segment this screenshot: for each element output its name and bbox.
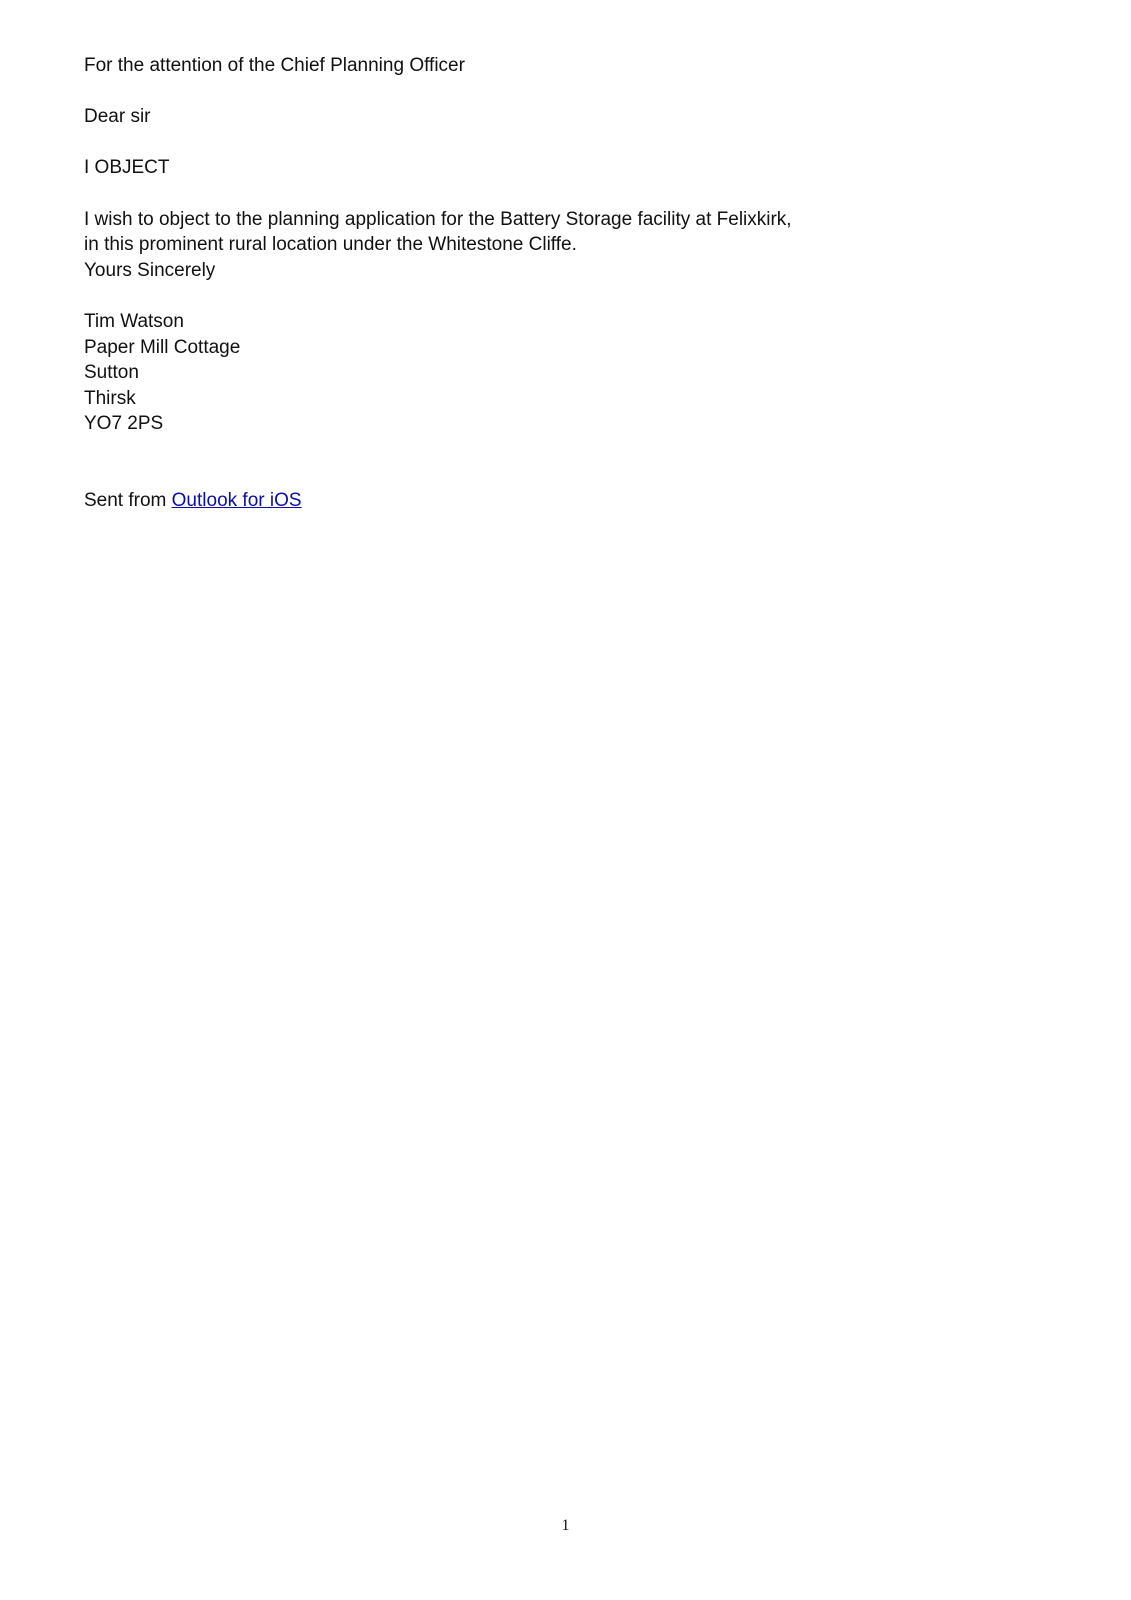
body-line-2: in this prominent rural location under the Whitestone Cliffe. [84,234,577,256]
spacer [84,181,984,207]
address-line-1: Paper Mill Cottage [84,336,241,358]
outlook-for-ios-link[interactable]: Outlook for iOS [171,490,302,512]
spacer [84,79,984,105]
letter-body [84,53,984,514]
postcode: YO7 2PS [84,413,164,435]
signature-name: Tim Watson [84,310,184,332]
page-number: 1 [561,1517,570,1534]
sent-from-prefix: Sent from [84,490,172,512]
body-line-1: I wish to object to the planning application for the Battery Storage facility at Felixkirk, [84,208,792,230]
objection-heading: I OBJECT [84,157,170,179]
salutation: Dear sir [84,106,151,128]
sent-from-footer [84,488,984,514]
address-line-3: Thirsk [84,387,136,409]
spacer [84,437,984,488]
spacer [84,283,984,309]
spacer [84,130,984,156]
closing: Yours Sincerely [84,259,216,281]
attention-line: For the attention of the Chief Planning Officer [84,55,465,76]
address-line-2: Sutton [84,362,139,384]
